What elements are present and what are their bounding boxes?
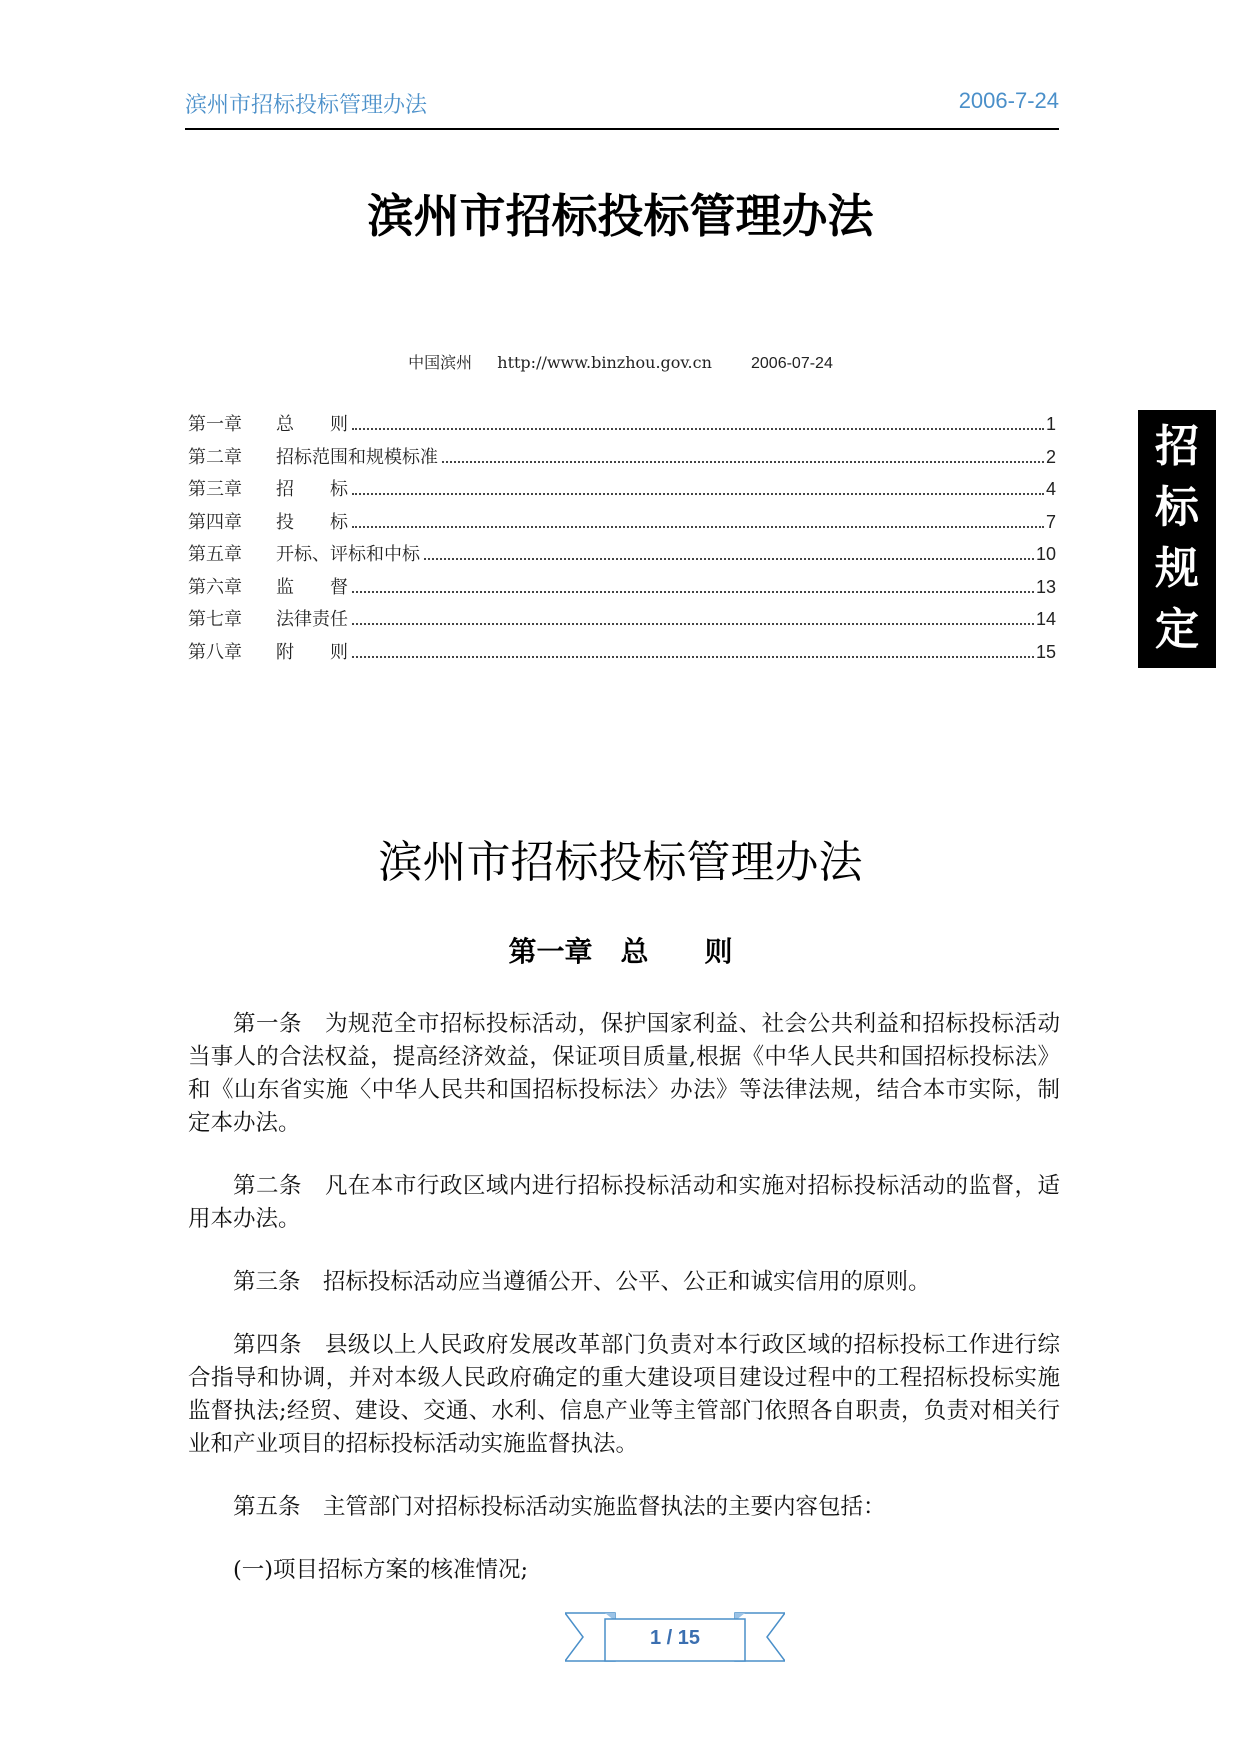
toc-title: 招标范围和规模标准 bbox=[276, 446, 438, 468]
chapter-heading: 第一章 总 则 bbox=[508, 935, 733, 968]
side-tab-label bbox=[1138, 410, 1216, 668]
toc-page: 13 bbox=[1035, 576, 1056, 597]
toc-page: 15 bbox=[1035, 641, 1056, 662]
table-of-contents bbox=[188, 410, 1056, 670]
side-tab-char: 标 bbox=[1155, 482, 1199, 533]
article-paragraph: 第四条 县级以上人民政府发展改革部门负责对本行政区域的招标投标工作进行综合指导和协调，并对本级人民政府确定的重大建设项目建设过程中的工程招标投标实施监督执法;经贸、建设、交通、水利、信息产业等主管部门依照各自职责，负责对相关行业和产业项目的招标投标活动实施监督执法。 bbox=[188, 1332, 1060, 1457]
toc-page: 14 bbox=[1035, 609, 1056, 629]
toc-chapter: 第三章 bbox=[188, 479, 242, 500]
toc-row[interactable] bbox=[188, 605, 1056, 638]
toc-title: 附 则 bbox=[276, 641, 348, 663]
toc-title: 投 标 bbox=[276, 511, 348, 533]
toc-title: 开标、评标和中标 bbox=[276, 544, 420, 565]
toc-chapter: 第七章 bbox=[188, 609, 242, 630]
toc-leader bbox=[352, 428, 1044, 430]
toc-leader bbox=[352, 526, 1044, 528]
toc-row[interactable] bbox=[188, 410, 1056, 443]
toc-title: 招 标 bbox=[276, 479, 348, 500]
toc-title: 法律责任 bbox=[276, 609, 348, 630]
article-paragraph: 第一条 为规范全市招标投标活动，保护国家利益、社会公共利益和招标投标活动当事人的合法权益，提高经济效益，保证项目质量,根据《中华人民共和国招标投标法》和《山东省实施〈中华人民共和国招标投标法〉办法》等法律法规，结合本市实际，制定本办法。 bbox=[188, 1011, 1060, 1136]
toc-title: 监 督 bbox=[276, 576, 348, 598]
document-title: 滨州市招标投标管理办法 bbox=[378, 837, 863, 888]
toc-chapter: 第二章 bbox=[188, 446, 242, 468]
toc-leader bbox=[352, 493, 1044, 495]
toc-page: 7 bbox=[1045, 511, 1056, 532]
toc-row[interactable] bbox=[188, 508, 1056, 541]
side-tab-char: 招 bbox=[1155, 421, 1199, 472]
article-paragraph: 第五条 主管部门对招标投标活动实施监督执法的主要内容包括： bbox=[233, 1494, 886, 1520]
source-line bbox=[0, 350, 1241, 373]
toc-chapter: 第一章 bbox=[188, 414, 242, 435]
toc-leader bbox=[352, 623, 1034, 625]
toc-title: 总 则 bbox=[276, 414, 348, 435]
cover-title: 滨州市招标投标管理办法 bbox=[367, 189, 874, 243]
toc-page: 1 bbox=[1045, 414, 1056, 434]
toc-page: 2 bbox=[1045, 446, 1056, 467]
toc-row[interactable] bbox=[188, 540, 1056, 573]
toc-leader bbox=[442, 461, 1044, 463]
toc-leader bbox=[424, 558, 1034, 560]
toc-row[interactable] bbox=[188, 573, 1056, 606]
toc-chapter: 第八章 bbox=[188, 641, 242, 663]
toc-chapter: 第四章 bbox=[188, 511, 242, 533]
side-tab-char: 定 bbox=[1155, 604, 1199, 655]
page-header bbox=[185, 88, 1059, 130]
source-url[interactable]: http://www.binzhou.gov.cn bbox=[497, 353, 712, 372]
toc-page: 10 bbox=[1035, 544, 1056, 564]
toc-row[interactable] bbox=[188, 475, 1056, 508]
header-date: 2006-7-24 bbox=[958, 88, 1059, 113]
toc-chapter: 第五章 bbox=[188, 544, 242, 565]
header-title: 滨州市招标投标管理办法 bbox=[185, 92, 428, 117]
page-number-ribbon bbox=[565, 1605, 785, 1675]
toc-row[interactable] bbox=[188, 443, 1056, 476]
page-number: 1 / 15 bbox=[649, 1627, 701, 1649]
article-item: (一)项目招标方案的核准情况; bbox=[233, 1557, 529, 1583]
toc-leader bbox=[352, 591, 1034, 593]
toc-row[interactable] bbox=[188, 638, 1056, 671]
source-site: 中国滨州 bbox=[408, 353, 473, 372]
toc-page: 4 bbox=[1045, 479, 1056, 499]
toc-leader bbox=[352, 656, 1034, 658]
source-date: 2006-07-24 bbox=[751, 355, 833, 372]
article-paragraph: 第二条 凡在本市行政区域内进行招标投标活动和实施对招标投标活动的监督，适用本办法。 bbox=[188, 1173, 1060, 1232]
toc-chapter: 第六章 bbox=[188, 576, 242, 598]
article-paragraph: 第三条 招标投标活动应当遵循公开、公平、公正和诚实信用的原则。 bbox=[233, 1269, 931, 1295]
body-text bbox=[188, 1008, 1060, 1617]
side-tab-char: 规 bbox=[1155, 543, 1199, 594]
